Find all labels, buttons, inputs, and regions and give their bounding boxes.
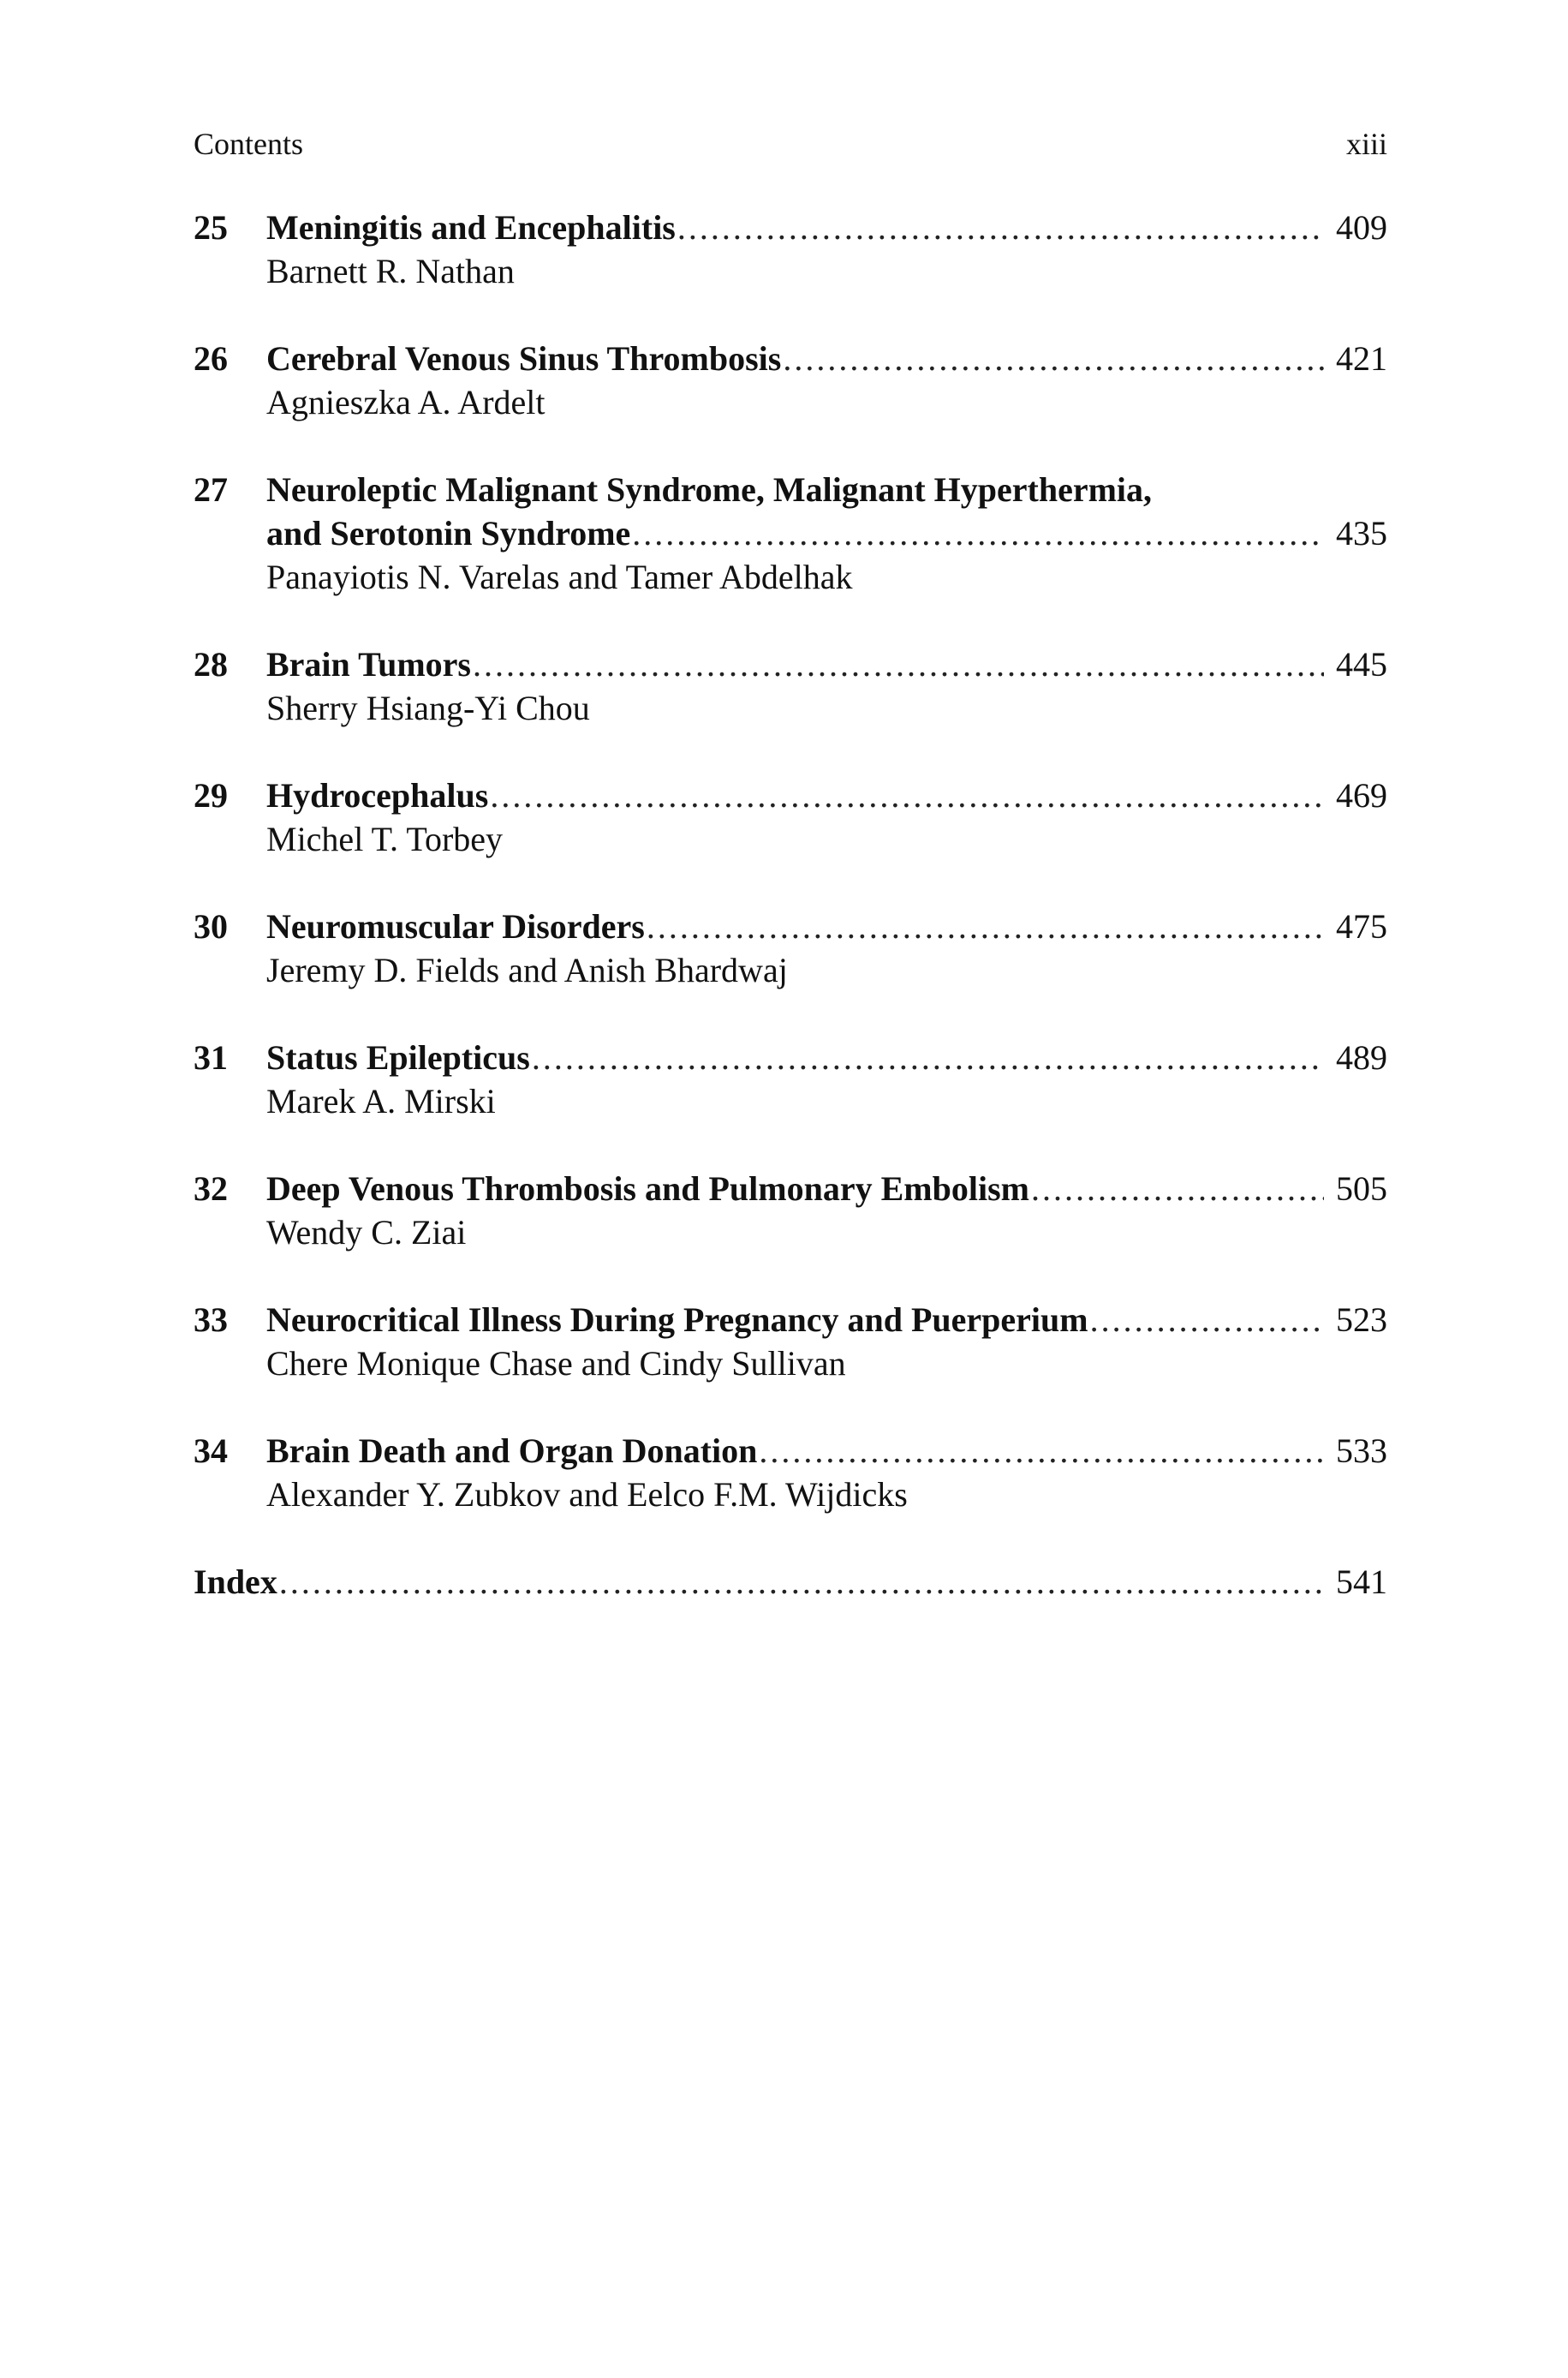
- chapter-authors: Marek A. Mirski: [266, 1082, 496, 1120]
- toc-entry[interactable]: [194, 1036, 1387, 1123]
- chapter-title[interactable]: Neuroleptic Malignant Syndrome, Malignant Hyperthermia,: [266, 470, 1153, 509]
- chapter-authors: Barnett R. Nathan: [266, 252, 515, 290]
- chapter-page-number[interactable]: 505: [1336, 1169, 1387, 1208]
- toc-index-entry[interactable]: [194, 1560, 1387, 1604]
- chapter-title[interactable]: Cerebral Venous Sinus Thrombosis: [266, 339, 782, 378]
- chapter-number: 26: [194, 339, 228, 378]
- chapter-title-line: [266, 1167, 1387, 1210]
- index-label[interactable]: Index: [194, 1562, 277, 1601]
- chapter-authors: Wendy C. Ziai: [266, 1213, 467, 1252]
- running-head-section: Contents: [194, 127, 304, 161]
- chapter-title[interactable]: Neurocritical Illness During Pregnancy and Puerperium: [266, 1300, 1088, 1339]
- chapter-title-line: [266, 642, 1387, 686]
- chapter-number: 28: [194, 645, 228, 684]
- chapter-title-line: [266, 468, 1387, 511]
- dot-leader: [783, 337, 1324, 380]
- dot-leader: [677, 206, 1324, 249]
- chapter-number: 29: [194, 776, 228, 815]
- chapter-page-number[interactable]: 435: [1336, 514, 1387, 553]
- dot-leader: [279, 1560, 1324, 1604]
- toc-entry[interactable]: [194, 905, 1387, 992]
- chapter-title-line: [266, 511, 1387, 555]
- toc-entry[interactable]: [194, 206, 1387, 293]
- dot-leader: [532, 1036, 1324, 1079]
- chapter-authors: Alexander Y. Zubkov and Eelco F.M. Wijdicks: [266, 1475, 908, 1514]
- chapter-page-number[interactable]: 533: [1336, 1431, 1387, 1470]
- chapter-number: 30: [194, 907, 228, 946]
- dot-leader: [647, 905, 1324, 948]
- dot-leader: [490, 774, 1324, 817]
- chapter-title-line: [266, 1298, 1387, 1341]
- chapter-number: 34: [194, 1431, 228, 1470]
- chapter-title-line: [266, 905, 1387, 948]
- toc-entry[interactable]: [194, 1298, 1387, 1385]
- dot-leader: [632, 511, 1324, 555]
- chapter-authors: Sherry Hsiang-Yi Chou: [266, 689, 590, 727]
- chapter-page-number[interactable]: 445: [1336, 645, 1387, 684]
- chapter-page-number[interactable]: 409: [1336, 208, 1387, 247]
- dot-leader: [759, 1429, 1324, 1473]
- dot-leader: [1031, 1167, 1324, 1210]
- chapter-title[interactable]: Neuromuscular Disorders: [266, 907, 645, 946]
- chapter-authors: Jeremy D. Fields and Anish Bhardwaj: [266, 951, 788, 989]
- chapter-authors: Chere Monique Chase and Cindy Sullivan: [266, 1344, 846, 1383]
- chapter-title[interactable]: Brain Tumors: [266, 645, 471, 684]
- toc-entry[interactable]: [194, 468, 1387, 599]
- toc-entry[interactable]: [194, 337, 1387, 424]
- chapter-number: 32: [194, 1169, 228, 1208]
- chapter-page-number[interactable]: 523: [1336, 1300, 1387, 1339]
- chapter-number: 27: [194, 470, 228, 509]
- toc-entry[interactable]: [194, 642, 1387, 730]
- chapter-number: 31: [194, 1038, 228, 1077]
- dot-leader: [473, 642, 1324, 686]
- chapter-title[interactable]: and Serotonin Syndrome: [266, 514, 631, 553]
- chapter-page-number[interactable]: 469: [1336, 776, 1387, 815]
- chapter-page-number[interactable]: 475: [1336, 907, 1387, 946]
- chapter-title-line: [266, 1429, 1387, 1473]
- running-head-page-number: xiii: [1345, 127, 1387, 161]
- index-page-number[interactable]: 541: [1336, 1562, 1387, 1601]
- running-head: [194, 125, 1387, 163]
- chapter-authors: Agnieszka A. Ardelt: [266, 383, 546, 421]
- chapter-title[interactable]: Deep Venous Thrombosis and Pulmonary Embolism: [266, 1169, 1029, 1208]
- chapter-title-line: [266, 337, 1387, 380]
- chapter-title[interactable]: Meningitis and Encephalitis: [266, 208, 676, 247]
- chapter-title[interactable]: Status Epilepticus: [266, 1038, 530, 1077]
- table-of-contents: [194, 206, 1387, 1604]
- dot-leader: [1090, 1298, 1324, 1341]
- toc-entry[interactable]: [194, 1429, 1387, 1516]
- chapter-authors: Panayiotis N. Varelas and Tamer Abdelhak: [266, 558, 853, 596]
- chapter-page-number[interactable]: 489: [1336, 1038, 1387, 1077]
- chapter-number: 33: [194, 1300, 228, 1339]
- toc-entry[interactable]: [194, 774, 1387, 861]
- chapter-title-line: [266, 774, 1387, 817]
- chapter-title-line: [266, 1036, 1387, 1079]
- chapter-title[interactable]: Hydrocephalus: [266, 776, 489, 815]
- chapter-page-number[interactable]: 421: [1336, 339, 1387, 378]
- chapter-number: 25: [194, 208, 228, 247]
- chapter-authors: Michel T. Torbey: [266, 820, 504, 858]
- chapter-title-line: [266, 206, 1387, 249]
- chapter-title[interactable]: Brain Death and Organ Donation: [266, 1431, 758, 1470]
- toc-entry[interactable]: [194, 1167, 1387, 1254]
